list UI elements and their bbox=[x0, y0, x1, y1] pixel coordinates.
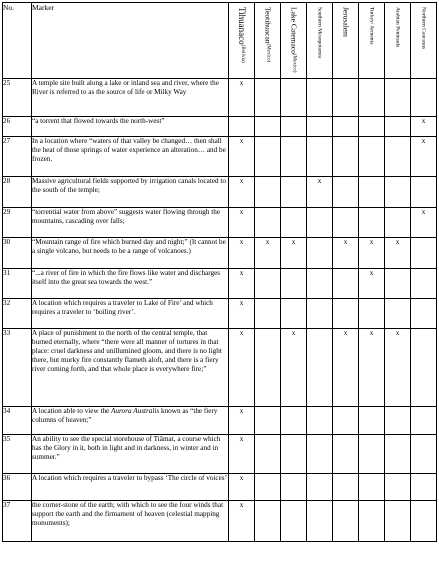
match-cell bbox=[359, 299, 385, 329]
table-body bbox=[3, 79, 437, 542]
header-location-5 bbox=[359, 3, 385, 79]
match-cell bbox=[333, 117, 359, 137]
match-cell: x bbox=[359, 269, 385, 299]
match-cell bbox=[255, 329, 281, 407]
match-cell bbox=[385, 79, 411, 117]
header-location-label bbox=[264, 7, 272, 62]
header-location-label bbox=[420, 7, 428, 49]
match-cell bbox=[281, 269, 307, 299]
match-cell: x bbox=[281, 329, 307, 407]
header-location-label bbox=[316, 7, 324, 58]
match-cell bbox=[333, 177, 359, 208]
match-cell: x bbox=[385, 238, 411, 269]
match-cell bbox=[359, 117, 385, 137]
header-location-4 bbox=[333, 3, 359, 79]
table-row bbox=[3, 79, 437, 117]
header-location-label bbox=[290, 7, 298, 72]
row-number: 31 bbox=[3, 269, 32, 299]
marker-text: An ability to see the special storehouse of Tiâmat, a course which has the Glory in it, both in light and in darkness, in winter and in summer.” bbox=[32, 435, 229, 474]
match-cell bbox=[255, 269, 281, 299]
match-cell bbox=[385, 435, 411, 474]
match-cell bbox=[411, 177, 437, 208]
row-number: 36 bbox=[3, 474, 32, 501]
header-location-3 bbox=[307, 3, 333, 79]
marker-text: A temple site built along a lake or inland sea and river, where the River is referred to as the source of life or Milky Way bbox=[32, 79, 229, 117]
header-location-label bbox=[394, 7, 402, 47]
match-cell bbox=[333, 474, 359, 501]
match-cell bbox=[333, 208, 359, 238]
row-number: 32 bbox=[3, 299, 32, 329]
match-cell bbox=[281, 474, 307, 501]
header-location-label bbox=[368, 7, 376, 45]
match-cell bbox=[281, 79, 307, 117]
match-cell bbox=[411, 407, 437, 435]
match-cell bbox=[255, 137, 281, 177]
match-cell bbox=[359, 177, 385, 208]
match-cell bbox=[255, 435, 281, 474]
match-cell bbox=[359, 137, 385, 177]
match-cell bbox=[359, 435, 385, 474]
match-cell bbox=[255, 117, 281, 137]
marker-text: A location able to view the Aurora Australis known as “the fiery columns of heaven;” bbox=[32, 407, 229, 435]
row-number: 35 bbox=[3, 435, 32, 474]
match-cell bbox=[385, 474, 411, 501]
match-cell bbox=[385, 299, 411, 329]
match-cell bbox=[281, 177, 307, 208]
match-cell bbox=[281, 208, 307, 238]
match-cell bbox=[255, 299, 281, 329]
row-number: 27 bbox=[3, 137, 32, 177]
match-cell: x bbox=[229, 474, 255, 501]
match-cell bbox=[281, 117, 307, 137]
table-row bbox=[3, 299, 437, 329]
match-cell bbox=[255, 474, 281, 501]
match-cell: x bbox=[385, 329, 411, 407]
match-cell: x bbox=[229, 407, 255, 435]
match-cell bbox=[411, 474, 437, 501]
match-cell bbox=[307, 299, 333, 329]
location-country: (Bolivia) bbox=[240, 44, 246, 63]
match-cell: x bbox=[229, 269, 255, 299]
row-number: 37 bbox=[3, 501, 32, 542]
match-cell: x bbox=[229, 501, 255, 542]
match-cell bbox=[333, 299, 359, 329]
match-cell bbox=[385, 501, 411, 542]
table-row bbox=[3, 137, 437, 177]
match-cell bbox=[281, 435, 307, 474]
match-cell: x bbox=[229, 79, 255, 117]
header-location-0 bbox=[229, 3, 255, 79]
location-name: Lake Catemaco bbox=[289, 7, 299, 54]
header-marker: Marker bbox=[32, 3, 229, 79]
match-cell bbox=[359, 407, 385, 435]
marker-text: “...a river of fire in which the fire flows like water and discharges itself into the great sea towards the west.” bbox=[32, 269, 229, 299]
match-cell bbox=[411, 299, 437, 329]
match-cell: x bbox=[229, 238, 255, 269]
row-number: 33 bbox=[3, 329, 32, 407]
match-cell: x bbox=[229, 177, 255, 208]
match-cell bbox=[385, 117, 411, 137]
marker-text: “Mountain range of fire which burned day and night;” (It cannot be a single volcano, but needs to be a range of volcanoes.) bbox=[32, 238, 229, 269]
header-location-6 bbox=[385, 3, 411, 79]
row-number: 29 bbox=[3, 208, 32, 238]
match-cell: x bbox=[359, 329, 385, 407]
match-cell bbox=[385, 208, 411, 238]
match-cell: x bbox=[229, 299, 255, 329]
match-cell bbox=[411, 501, 437, 542]
match-cell bbox=[359, 208, 385, 238]
header-row bbox=[3, 3, 437, 79]
match-cell bbox=[307, 501, 333, 542]
match-cell bbox=[255, 407, 281, 435]
marker-text: the corner-stone of the earth; with which to see the four winds that support the earth and the firmament of heaven (celestial mapping monuments); bbox=[32, 501, 229, 542]
marker-text: “torrential water from above” suggests water flowing through the mountains, cascading over falls; bbox=[32, 208, 229, 238]
match-cell: x bbox=[281, 238, 307, 269]
table-row bbox=[3, 238, 437, 269]
table-row bbox=[3, 474, 437, 501]
match-cell bbox=[385, 269, 411, 299]
match-cell bbox=[333, 407, 359, 435]
match-cell bbox=[307, 137, 333, 177]
match-cell bbox=[307, 329, 333, 407]
header-location-7 bbox=[411, 3, 437, 79]
match-cell bbox=[307, 474, 333, 501]
match-cell bbox=[411, 329, 437, 407]
location-country: (Mexico) bbox=[291, 53, 297, 73]
location-name: Tihuanaco bbox=[237, 7, 248, 45]
header-no: No. bbox=[3, 3, 32, 79]
table-row bbox=[3, 407, 437, 435]
header-location-label bbox=[237, 7, 246, 63]
table-row bbox=[3, 117, 437, 137]
marker-table bbox=[2, 2, 437, 542]
match-cell bbox=[359, 79, 385, 117]
match-cell: x bbox=[307, 177, 333, 208]
match-cell bbox=[411, 238, 437, 269]
match-cell bbox=[359, 474, 385, 501]
marker-text: A place of punishment to the north of the central temple, that burned eternally, where “there were all manner of tortures in that place: cruel darkness and unillumined gloom, and there is no light there, but murky fire constantly flameth aloft, and there is a fiery river coming forth, and that whole place is everywhere fire;” bbox=[32, 329, 229, 407]
location-name: Northern Caucasus bbox=[420, 7, 427, 50]
table-row bbox=[3, 435, 437, 474]
match-cell bbox=[281, 299, 307, 329]
match-cell: x bbox=[359, 238, 385, 269]
match-cell bbox=[411, 269, 437, 299]
match-cell bbox=[385, 407, 411, 435]
table-row bbox=[3, 177, 437, 208]
match-cell bbox=[385, 177, 411, 208]
match-cell bbox=[255, 79, 281, 117]
match-cell: x bbox=[229, 137, 255, 177]
match-cell: x bbox=[229, 208, 255, 238]
match-cell bbox=[307, 269, 333, 299]
marker-text: “a torrent that flowed towards the north-west” bbox=[32, 117, 229, 137]
match-cell bbox=[307, 238, 333, 269]
table-row bbox=[3, 208, 437, 238]
location-country: (Mexico) bbox=[265, 43, 271, 63]
table-row bbox=[3, 329, 437, 407]
row-number: 26 bbox=[3, 117, 32, 137]
marker-text: A location which requires a traveler to Lake of Fire’ and which requires a traveler to ‘boiling river’. bbox=[32, 299, 229, 329]
match-cell: x bbox=[255, 238, 281, 269]
location-name: Teotihuacan bbox=[263, 7, 273, 44]
match-cell bbox=[307, 208, 333, 238]
location-name: Jerusalem bbox=[341, 7, 351, 37]
location-name: Arabian Peninsula bbox=[394, 7, 401, 48]
row-number: 34 bbox=[3, 407, 32, 435]
marker-text: In a location where “waters of that valley be changed… then shall the heat of those springs of water experience an alteration… and be frozen. bbox=[32, 137, 229, 177]
match-cell: x bbox=[411, 117, 437, 137]
location-name: Turkey/ Armenia bbox=[368, 7, 375, 45]
header-location-2 bbox=[281, 3, 307, 79]
header-location-label bbox=[342, 7, 350, 37]
match-cell bbox=[333, 501, 359, 542]
header-location-1 bbox=[255, 3, 281, 79]
table-row bbox=[3, 269, 437, 299]
row-number: 30 bbox=[3, 238, 32, 269]
match-cell bbox=[255, 501, 281, 542]
marker-text: Massive agricultural fields supported by irrigation canals located to the south of the temple; bbox=[32, 177, 229, 208]
match-cell bbox=[359, 501, 385, 542]
match-cell bbox=[307, 79, 333, 117]
match-cell bbox=[307, 435, 333, 474]
match-cell: x bbox=[333, 329, 359, 407]
match-cell bbox=[333, 137, 359, 177]
match-cell bbox=[255, 208, 281, 238]
match-cell bbox=[281, 501, 307, 542]
match-cell bbox=[307, 117, 333, 137]
match-cell: x bbox=[229, 329, 255, 407]
match-cell bbox=[255, 177, 281, 208]
match-cell bbox=[411, 79, 437, 117]
match-cell: x bbox=[333, 238, 359, 269]
row-number: 25 bbox=[3, 79, 32, 117]
match-cell bbox=[229, 117, 255, 137]
location-name: Southern Mesopotamia bbox=[316, 7, 323, 59]
match-cell bbox=[307, 407, 333, 435]
match-cell bbox=[385, 137, 411, 177]
marker-text: A location which requires a traveler to bypass ‘The circle of voices’ bbox=[32, 474, 229, 501]
match-cell bbox=[333, 269, 359, 299]
match-cell bbox=[333, 79, 359, 117]
match-cell: x bbox=[411, 208, 437, 238]
row-number: 28 bbox=[3, 177, 32, 208]
match-cell: x bbox=[229, 435, 255, 474]
match-cell bbox=[411, 435, 437, 474]
table-row bbox=[3, 501, 437, 542]
match-cell bbox=[281, 407, 307, 435]
match-cell bbox=[281, 137, 307, 177]
match-cell bbox=[333, 435, 359, 474]
match-cell: x bbox=[411, 137, 437, 177]
